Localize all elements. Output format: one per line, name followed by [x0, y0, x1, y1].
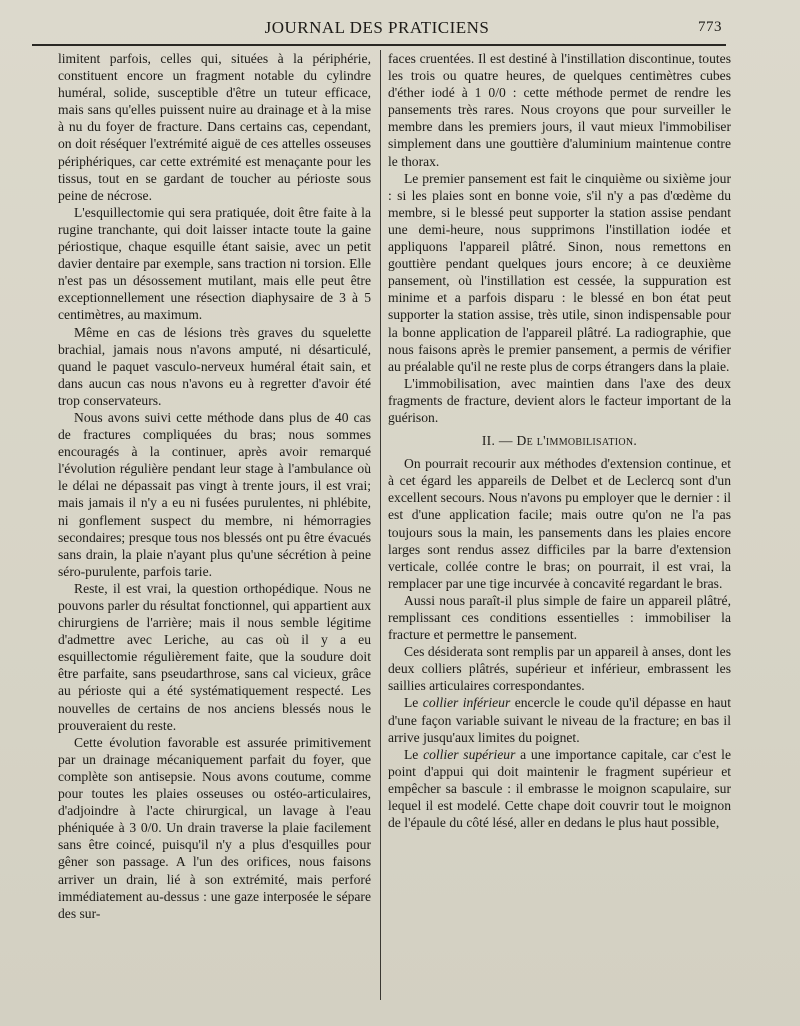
italic-term: collier supérieur [423, 746, 516, 762]
page-header [32, 12, 722, 44]
italic-term: collier inférieur [422, 695, 511, 711]
right-column [388, 50, 731, 831]
text-run: Le [404, 695, 423, 711]
paragraph: Le premier pansement est fait le cinquième ou sixième jour : si les plaies sont en bonne voie, s'il n'y a pas d'œdème du membre, si le blessé peut supporter la station assise pendant une demi-heure, nous supprimons l'instillation iodée et appliquons l'appareil plâtré. Sinon, nous remettons en gouttière pendant quelques jours encore; à ce deuxième pansement, où l'instillation est cessée, la suppuration est minime et a parfois disparu : le blessé en bon état peut supporter la station assise, très utile, sinon indispensable pour la bonne application de l'appareil plâtré. La radiographie, que nous faisons après le premier pansement, a permis de vérifier au préalable qu'il ne reste plus de corps étrangers dans la plaie. [388, 170, 731, 374]
paragraph: limitent parfois, celles qui, situées à la périphérie, constituent encore un fragment notable du cylindre huméral, solide, susceptible d'être un tuteur efficace, mais sans qu'elles puissent nuire au drainage et à la mise à nu du foyer de fracture. Dans certains cas, cependant, on doit réséquer l'extrémité aiguë de ces attelles osseuses périphériques, car cette extrémité est menaçante pour les tissus, tout en se gardant de toucher au périoste sous peine de nécrose. [58, 51, 371, 203]
paragraph: Même en cas de lésions très graves du squelette brachial, jamais nous n'avons amputé, ni désarticulé, quand le paquet vasculo-nerveux huméral était sain, et dans aucun cas nous n'avons eu à regretter d'avoir été trop conservateurs. [58, 324, 371, 408]
section-heading: II. — De l'immobilisation. [481, 433, 638, 449]
text-run: a une importance capitale, car c'est le point d'appui qui doit maintenir le fragment supérieur et empêcher sa bascule : il embrasse le moignon scapulaire, sur lequel il est modelé. Cette chape doit couvrir tout le moignon de l'épaule du côté lésé, aller en dedans le plus haut possible, [388, 746, 731, 831]
paragraph: Ces désiderata sont remplis par un appareil à anses, dont les deux colliers plâtrés, supérieur et inférieur, embrassent les saillies articulaires correspondantes. [388, 644, 731, 694]
paragraph: faces cruentées. Il est destiné à l'instillation discontinue, toutes les trois ou quatre heures, de quelques centimètres cubes d'éther iodé à 1 0/0 : cette méthode permet de rendre les pansements très rares. Nous croyons que pour surveiller le membre dans les premiers jours, il vaut mieux l'immobiliser simplement dans une gouttière d'aluminium maintenue contre le thorax. [388, 51, 731, 169]
paragraph: Reste, il est vrai, la question orthopédique. Nous ne pouvons parler du résultat fonctionnel, qui appartient aux chirurgiens de l'arrière; mais il nous semble légitime d'admettre avec Leriche, au cas où il y a eu esquillectomie régulièrement faite, que la soudure doit être parfaite, sans pseudarthrose, sans cal vicieux, grâce au périoste qui a été systématiquement respecté. Les nouvelles de certains de nos anciens blessés nous le prouveraient du reste. [58, 580, 371, 733]
paragraph: Nous avons suivi cette méthode dans plus de 40 cas de fractures compliquées du bras; nous sommes encouragés à la continuer, après avoir remarqué l'évolution régulière pendant leur stage à l'ambulance où le délai ne dépassait pas vingt à trente jours, il est vrai; mais jamais il n'y a eu ni fusées purulentes, ni phlébite, ni gonflement suspect du membre, ni hémorragies secondaires; presque tous nos blessés ont pu être évacués sans drain, la plaie n'ayant plus qu'une sécrétion à peine séro-purulente, parfois tarie. [58, 409, 371, 579]
column-divider [380, 50, 381, 1000]
page-number: 773 [698, 19, 722, 35]
paragraph: On pourrait recourir aux méthodes d'extension continue, et à cet égard les appareils de Delbet et de Leclercq sont d'un excellent secours. Nous n'avons pu employer que le dernier : il est d'une application facile; mais outre qu'on ne l'a pas toujours sous la main, les pansements dans les plaies encore larges sont rendus assez difficiles par la barre d'extension verticale, collée contre le bras; on pourrait, il est vrai, la remplacer par une tige incurvée à concavité regardant le bras. [388, 456, 731, 591]
paragraph [388, 694, 731, 745]
paragraph [388, 746, 731, 831]
paragraph: L'esquillectomie qui sera pratiquée, doit être faite à la rugine tranchante, qui doit laisser intacte toute la gaine périostique, chaque esquille étant saisie, avec un petit davier dentaire par exemple, sans traction ni torsion. Elle n'est pas un désossement mutilant, mais elle peut être exceptionnellement une résection diaphysaire de 3 à 5 centimètres, au maximum. [58, 204, 371, 323]
header-rule [32, 44, 726, 46]
paragraph: Cette évolution favorable est assurée primitivement par un drainage mécaniquement parfait du foyer, que complète son antisepsie. Nous avons coutume, comme pour toutes les plaies osseuses ou ostéo-articulaires, d'adjoindre à l'acte chirurgical, un lavage à l'eau phéniquée à 3 0/0. Un drain traverse la plaie facilement sans être coincé, puisqu'il n'y a plus d'esquilles pour gêner son passage. A l'un des orifices, nous faisons arriver un drain, lié à son extrémité, mais perforé immédiatement au-dessus : une gaze interposée le sépare des sur- [58, 734, 371, 921]
paragraph: L'immobilisation, avec maintien dans l'axe des deux fragments de fracture, devient alors le facteur important de la guérison. [388, 375, 731, 425]
text-run: encercle le coude qu'il dépasse en haut d'une façon variable suivant le niveau de la fracture; en bas il arrive jusqu'aux limites du poignet. [388, 695, 731, 745]
text-run: Le [404, 746, 424, 762]
left-column [58, 50, 371, 922]
journal-title: JOURNAL DES PRATICIENS [264, 18, 490, 37]
paragraph: Aussi nous paraît-il plus simple de faire un appareil plâtré, remplissant ces conditions essentielles : immobiliser la fracture et permettre le pansement. [388, 592, 731, 643]
